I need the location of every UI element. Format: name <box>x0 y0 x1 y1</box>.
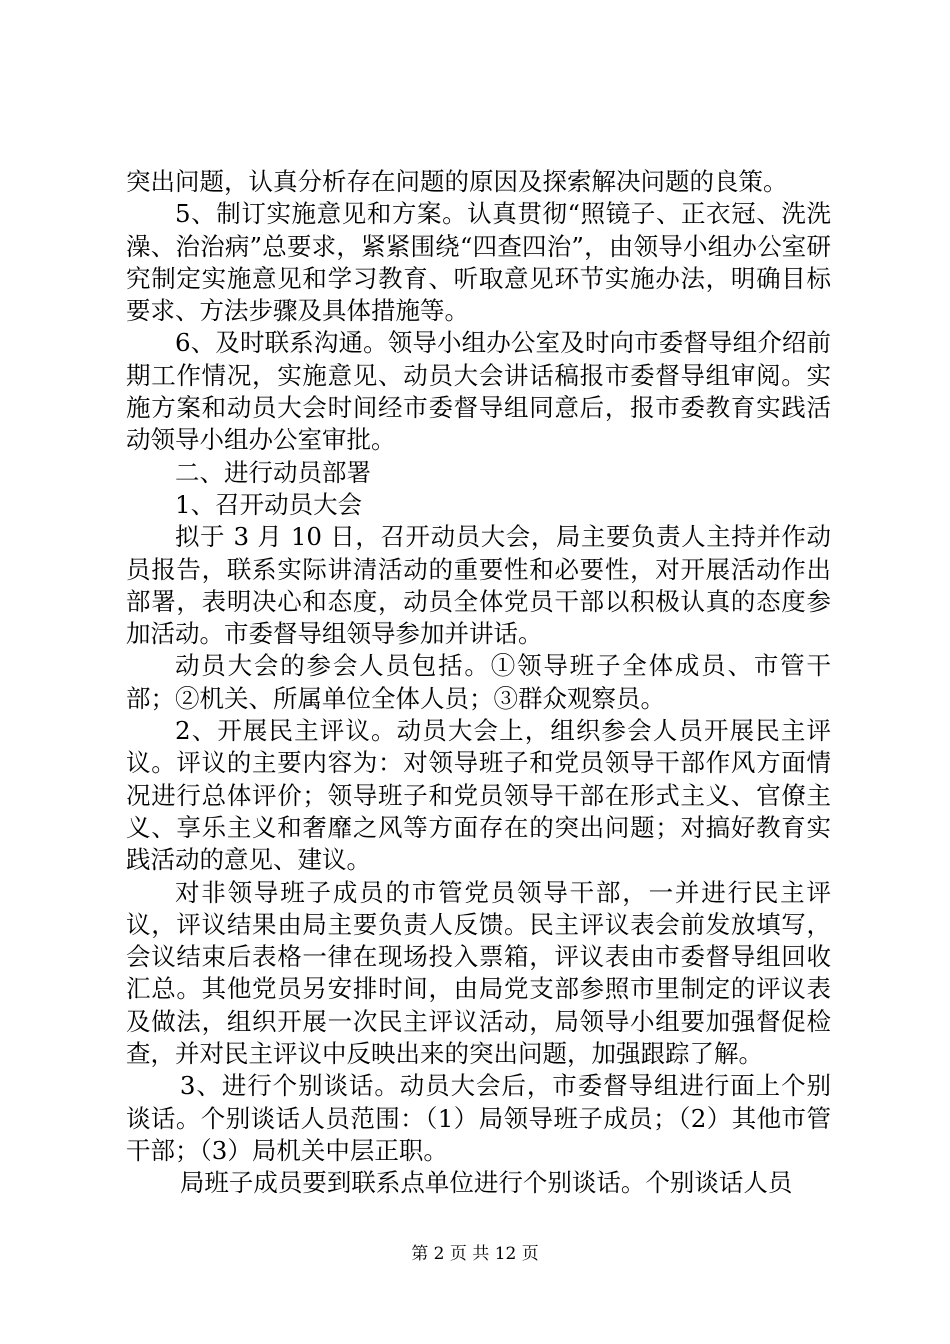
paragraph: 动员大会的参会人员包括。①领导班子全体成员、市管干部；②机关、所属单位全体人员；③群众观察员。 <box>126 651 831 713</box>
paragraph: 5、制订实施意见和方案。认真贯彻“照镜子、正衣冠、洗洗澡、治治病”总要求，紧紧围绕“四查四治”，由领导小组办公室研究制定实施意见和学习教育、听取意见环节实施办法，明确目标要求、方法步骤及具体措施等。 <box>126 199 831 326</box>
paragraph: 对非领导班子成员的市管党员领导干部，一并进行民主评议，评议结果由局主要负责人反馈。民主评议表会前发放填写，会议结束后表格一律在现场投入票箱，评议表由市委督导组回收汇总。其他党员另安排时间，由局党支部参照市里制定的评议表及做法，组织开展一次民主评议活动，局领导小组要加强督促检查，并对民主评议中反映出来的突出问题，加强跟踪了解。 <box>126 877 831 1069</box>
paragraph: 突出问题，认真分析存在问题的原因及探索解决问题的良策。 <box>126 167 788 196</box>
paragraph: 2、开展民主评议。动员大会上，组织参会人员开展民主评议。评议的主要内容为：对领导班子和党员领导干部作风方面情况进行总体评价；领导班子和党员领导干部在形式主义、官僚主义、享乐主义和奢靡之风等方面存在的突出问题；对搞好教育实践活动的意见、建议。 <box>126 716 831 875</box>
subsection-heading: 1、召开动员大会 <box>175 489 363 519</box>
page-number-footer: 第 2 页 共 12 页 <box>411 1244 539 1264</box>
paragraph: 3、进行个别谈话。动员大会后，市委督导组进行面上个别谈话。个别谈话人员范围：（1）局领导班子成员；（2）其他市管干部；（3）局机关中层正职。 <box>126 1071 831 1165</box>
paragraph: 局班子成员要到联系点单位进行个别谈话。个别谈话人员 <box>179 1168 793 1198</box>
document-body <box>126 166 831 1200</box>
paragraph: 6、及时联系沟通。领导小组办公室及时向市委督导组介绍前期工作情况，实施意见、动员大会讲话稿报市委督导组审阅。实施方案和动员大会时间经市委督导组同意后，报市委教育实践活动领导小组办公室审批。 <box>126 328 831 455</box>
section-heading: 二、进行动员部署 <box>175 457 371 487</box>
paragraph: 拟于 3 月 10 日，召开动员大会，局主要负责人主持并作动员报告，联系实际讲清活动的重要性和必要性，对开展活动作出部署，表明决心和态度，动员全体党员干部以积极认真的态度参加活动。市委督导组领导参加并讲话。 <box>126 522 831 649</box>
